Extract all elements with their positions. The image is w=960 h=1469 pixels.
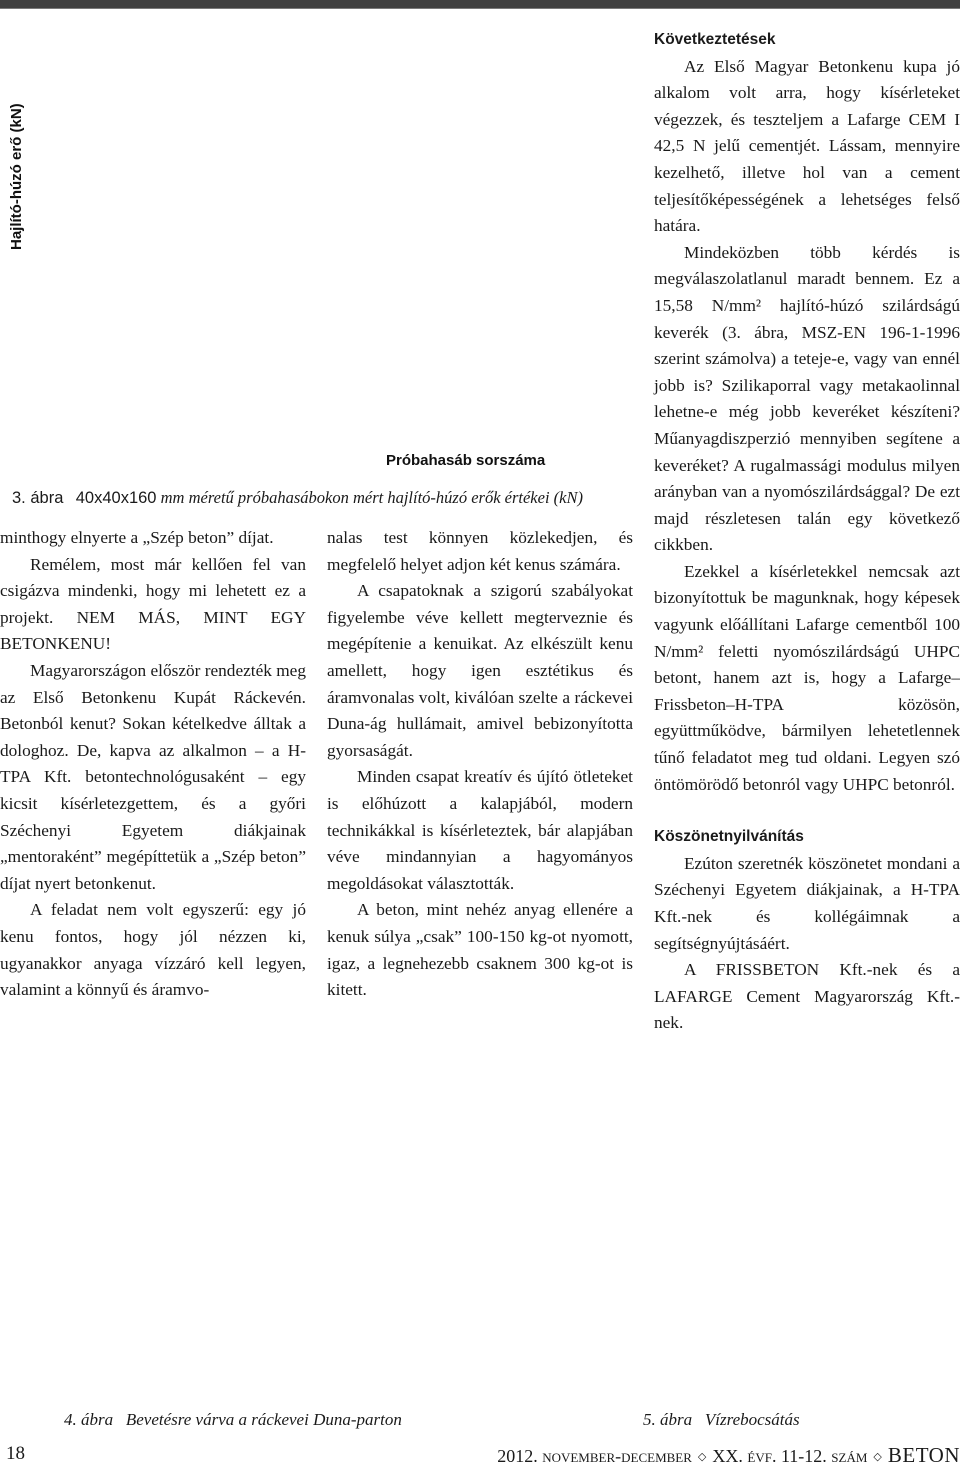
col1-paragraph-1: minthogy elnyerte a „Szép beton” díjat. xyxy=(0,528,274,547)
chart-y-axis-label: Hajlító-húzó erő (kN) xyxy=(8,103,25,250)
col2-paragraph-2: A csapatoknak a szigorú szabályokat figyelembe véve kellett megtervezniе és megépítenie a kenuikat. Az elkészült kenu amellett, hogy igen esztétikus és áramvonalas volt, kiválóan szelte a ráckevei Duna-ág hullámait, amivel bebizonyította gyorsaságát. xyxy=(327,581,633,760)
col1-paragraph-4: A feladat nem volt egyszerű: egy jó kenu fontos, hogy jól nézzen ki, ugyanakkor anyaga vízzáró kell legyen, valamint a könnyű és áramvo- xyxy=(0,900,306,1000)
top-rule xyxy=(0,8,960,9)
footer-year: 2012. xyxy=(497,1446,538,1466)
footer xyxy=(497,1443,960,1468)
footer-brand: BETON xyxy=(887,1443,960,1467)
col2-paragraph-1: nalas test könnyen közlekedjen, és megfelelő helyet adjon két kenus számára. xyxy=(327,528,633,574)
figure-3-caption xyxy=(12,488,583,508)
figure-4-caption: 4. ábra Bevetésre várva a ráckevei Duna-parton xyxy=(64,1410,402,1429)
footer-months: november-december xyxy=(542,1446,692,1466)
diamond-icon: ◇ xyxy=(697,1451,707,1463)
figure-3-dims: 40x40x160 xyxy=(75,489,157,507)
footer-volume: XX. évf. 11-12. szám xyxy=(712,1446,868,1466)
page-number: 18 xyxy=(6,1443,25,1464)
col2-paragraph-4: A beton, mint nehéz anyag ellenére a kenuk súlya „csak” 100-150 kg-ot nyomott, igaz, a legnehezebb csaknem 300 kg-ot is kitett. xyxy=(327,900,633,1000)
col3-paragraph-4: Ezúton szeretnék köszönetet mondani a Széchenyi Egyetem diákjainak, a H-TPA Kft.-nek és kollégáimnak a segítségnyújtásáért. xyxy=(654,853,960,953)
diamond-icon: ◇ xyxy=(873,1451,882,1463)
col3-paragraph-3: Ezekkel a kísérletekkel nemcsak azt bizonyítottuk be magunknak, hogy képesek vagyunk előállítani Lafarge cementből 100 N/mm² feletti nyomószilárdságú UHPC betont, hanem azt is, hogy a Lafarge–Frissbeton–H-TPA közösön, együttműködve, bármilyen lehetetlennek tűnő feladatot meg tud oldani. Legyen szó öntömörödő betonról vagy UHPC betonról. xyxy=(654,561,960,794)
figure-3-number: 3. ábra xyxy=(12,489,64,507)
top-bar xyxy=(0,0,960,8)
chart-x-axis-label: Próbahasáb sorszáma xyxy=(386,452,546,469)
figure-3-text: mm méretű próbahasábokon mért hajlító-húzó erők értékei (kN) xyxy=(160,488,583,507)
col3-paragraph-1: Az Első Magyar Betonkenu kupa jó alkalom volt arra, hogy kísérleteket végezzek, és teszteljem a Lafarge CEM I 42,5 N jelű cementjét. Lássam, mennyire kezelhető, illetve hol van a cement teljesítőképességének a lehetséges felső határa. xyxy=(654,56,960,236)
column-1 xyxy=(0,525,306,1004)
column-3 xyxy=(654,27,960,1037)
col1-paragraph-3: Magyarországon először rendezték meg az Első Betonkenu Kupát Ráckevén. Betonból kenut? Sokan kételkedve álltak a dologhoz. De, kapva az alkalmon – a H-TPA Kft. betontechnológusaként – egy kicsit kísérletezgettem, és a győri Széchenyi Egyetem diákjainak „mentoraként” megépíttetük a „Szép beton” díjat nyert betonkenut. xyxy=(0,660,306,893)
col2-paragraph-3: Minden csapat kreatív és újító ötleteket is előhúzott a kalapjából, modern technikákkal is kísérleteztek, bár alapjában véve mindannyian a hagyományos megoldásokat választották. xyxy=(327,767,633,893)
heading-acknowledgements: Köszönetnyilvánítás xyxy=(654,828,804,846)
col3-paragraph-5: A FRISSBETON Kft.-nek és a LAFARGE Cement Magyarország Kft.-nek. xyxy=(654,960,960,1033)
col3-paragraph-2: Mindeközben több kérdés is megválaszolatlanul maradt bennem. Ez a 15,58 N/mm² hajlító-húzó szilárdságú keverék (3. ábra, MSZ-EN 196-1-1996 szerint számolva) a teteje-e, vagy van ennél jobb is? Szilikaporral vagy metakaolinnal lehetne-e még jobb keveréket készíteni? Műanyagdiszperzió mennyiben segítene a keveréket? A rugalmassági modulus milyen arányban van a nyomószilárdsággal? De ezt majd részletesen talán egy következő cikkben. xyxy=(654,242,960,555)
figure-5-caption: 5. ábra Vízrebocsátás xyxy=(643,1410,800,1429)
heading-conclusions: Következtetések xyxy=(654,31,776,48)
column-2 xyxy=(327,525,633,1004)
col1-paragraph-2: Remélem, most már kellően fel van csigázva mindenki, hogy mi lehetett ez a projekt. NEM MÁS, MINT EGY BETONKENU! xyxy=(0,554,306,654)
